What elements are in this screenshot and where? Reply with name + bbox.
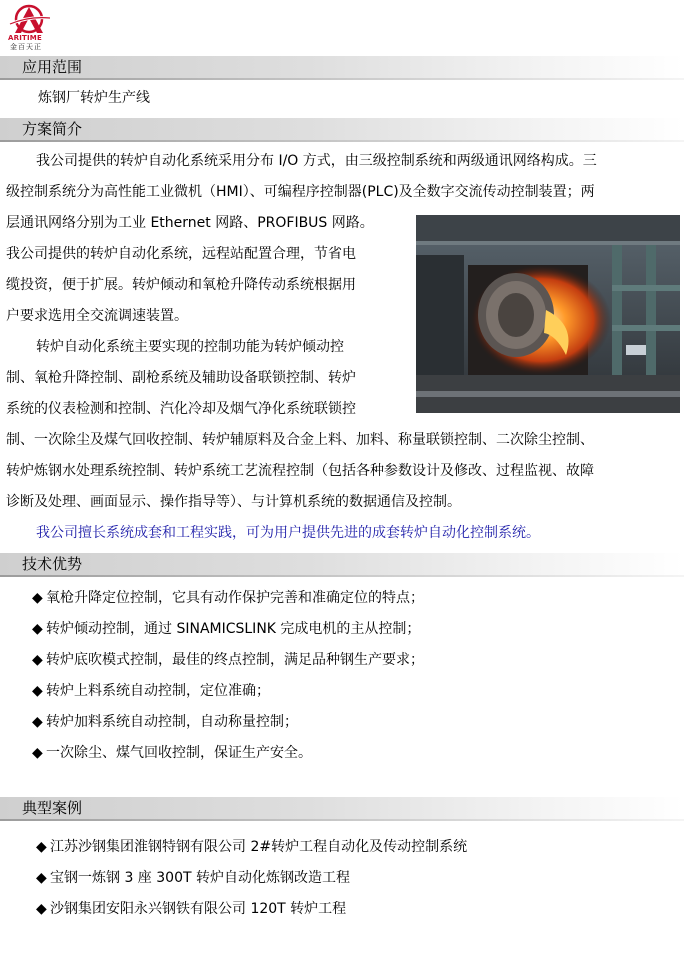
furnace-photo-icon — [416, 215, 680, 413]
intro-line: 级控制系统分为高性能工业微机（HMI）、可编程序控制器(PLC)及全数字交流传动控制装置；两 — [6, 184, 595, 200]
advantage-item — [32, 588, 424, 608]
bullet-diamond-icon: ◆ — [32, 714, 43, 730]
case-text: 沙钢集团安阳永兴钢铁有限公司 120T 转炉工程 — [50, 901, 347, 917]
logo-brand-cn: 金百天正 — [10, 43, 42, 51]
advantage-text: 转炉上料系统自动控制，定位准确； — [46, 683, 270, 699]
section-divider — [0, 78, 684, 80]
intro-line: 我公司提供的转炉自动化系统，远程站配置合理，节省电 — [6, 246, 356, 262]
section-divider — [0, 819, 684, 821]
intro-line: 我公司提供的转炉自动化系统采用分布 I/O 方式，由三级控制系统和两级通讯网络构成。三 — [36, 153, 597, 169]
converter-furnace-photo — [416, 215, 680, 413]
advantage-item — [32, 619, 420, 639]
case-text: 江苏沙钢集团淮钢特钢有限公司 2#转炉工程自动化及传动控制系统 — [50, 839, 468, 855]
case-item — [36, 899, 346, 919]
intro-line: 缆投资，便于扩展。转炉倾动和氧枪升降传动系统根据用 — [6, 277, 356, 293]
section-title-intro: 方案简介 — [22, 120, 83, 138]
logo-brand-text: ARITIME — [8, 34, 42, 42]
section-divider — [0, 575, 684, 577]
advantage-text: 转炉倾动控制，通过 SINAMICSLINK 完成电机的主从控制； — [46, 621, 421, 637]
case-item — [36, 837, 467, 857]
bullet-diamond-icon: ◆ — [36, 870, 47, 886]
bullet-diamond-icon: ◆ — [32, 621, 43, 637]
section-bar-advantages — [0, 553, 684, 575]
section-divider — [0, 140, 684, 142]
intro-line: 户要求选用全交流调速装置。 — [6, 308, 188, 324]
section-title-cases: 典型案例 — [22, 799, 83, 817]
case-text: 宝钢一炼钢 3 座 300T 转炉自动化炼钢改造工程 — [50, 870, 350, 886]
intro-line: 转炉自动化系统主要实现的控制功能为转炉倾动控 — [36, 339, 344, 355]
advantage-text: 氧枪升降定位控制，它具有动作保护完善和准确定位的特点； — [46, 590, 424, 606]
company-logo — [6, 4, 52, 51]
bullet-diamond-icon: ◆ — [36, 839, 47, 855]
case-item — [36, 868, 350, 888]
intro-line: 系统的仪表检测和控制、汽化冷却及烟气净化系统联锁控 — [6, 401, 356, 417]
bullet-diamond-icon: ◆ — [32, 745, 43, 761]
section-title-advantages: 技术优势 — [22, 555, 83, 573]
app-text: 炼钢厂转炉生产线 — [38, 90, 150, 106]
section-title-app: 应用范围 — [22, 58, 83, 76]
intro-line: 制、一次除尘及煤气回收控制、转炉辅原料及合金上料、加料、称量联锁控制、二次除尘控制、 — [6, 432, 594, 448]
section-bar-app — [0, 56, 684, 78]
intro-line: 制、氧枪升降控制、副枪系统及辅助设备联锁控制、转炉 — [6, 370, 356, 386]
advantage-item — [32, 712, 298, 732]
section-bar-intro — [0, 118, 684, 140]
section-bar-cases — [0, 797, 684, 819]
bullet-diamond-icon: ◆ — [32, 652, 43, 668]
bullet-diamond-icon: ◆ — [36, 901, 47, 917]
advantage-text: 一次除尘、煤气回收控制，保证生产安全。 — [46, 745, 312, 761]
intro-line: 诊断及处理、画面显示、操作指导等）、与计算机系统的数据通信及控制。 — [6, 494, 461, 510]
advantage-item — [32, 681, 270, 701]
advantage-item — [32, 650, 424, 670]
advantage-text: 转炉加料系统自动控制，自动称量控制； — [46, 714, 298, 730]
intro-line: 层通讯网络分别为工业 Ethernet 网路、PROFIBUS 网路。 — [6, 215, 374, 231]
advantage-item — [32, 743, 312, 763]
highlight-text: 我公司擅长系统成套和工程实践，可为用户提供先进的成套转炉自动化控制系统。 — [36, 525, 540, 541]
intro-line: 转炉炼钢水处理系统控制、转炉系统工艺流程控制（包括各种参数设计及修改、过程监视、故障 — [6, 463, 594, 479]
advantage-text: 转炉底吹模式控制，最佳的终点控制，满足品种钢生产要求； — [46, 652, 424, 668]
bullet-diamond-icon: ◆ — [32, 683, 43, 699]
bullet-diamond-icon: ◆ — [32, 590, 43, 606]
logo-mark-icon — [6, 4, 52, 36]
